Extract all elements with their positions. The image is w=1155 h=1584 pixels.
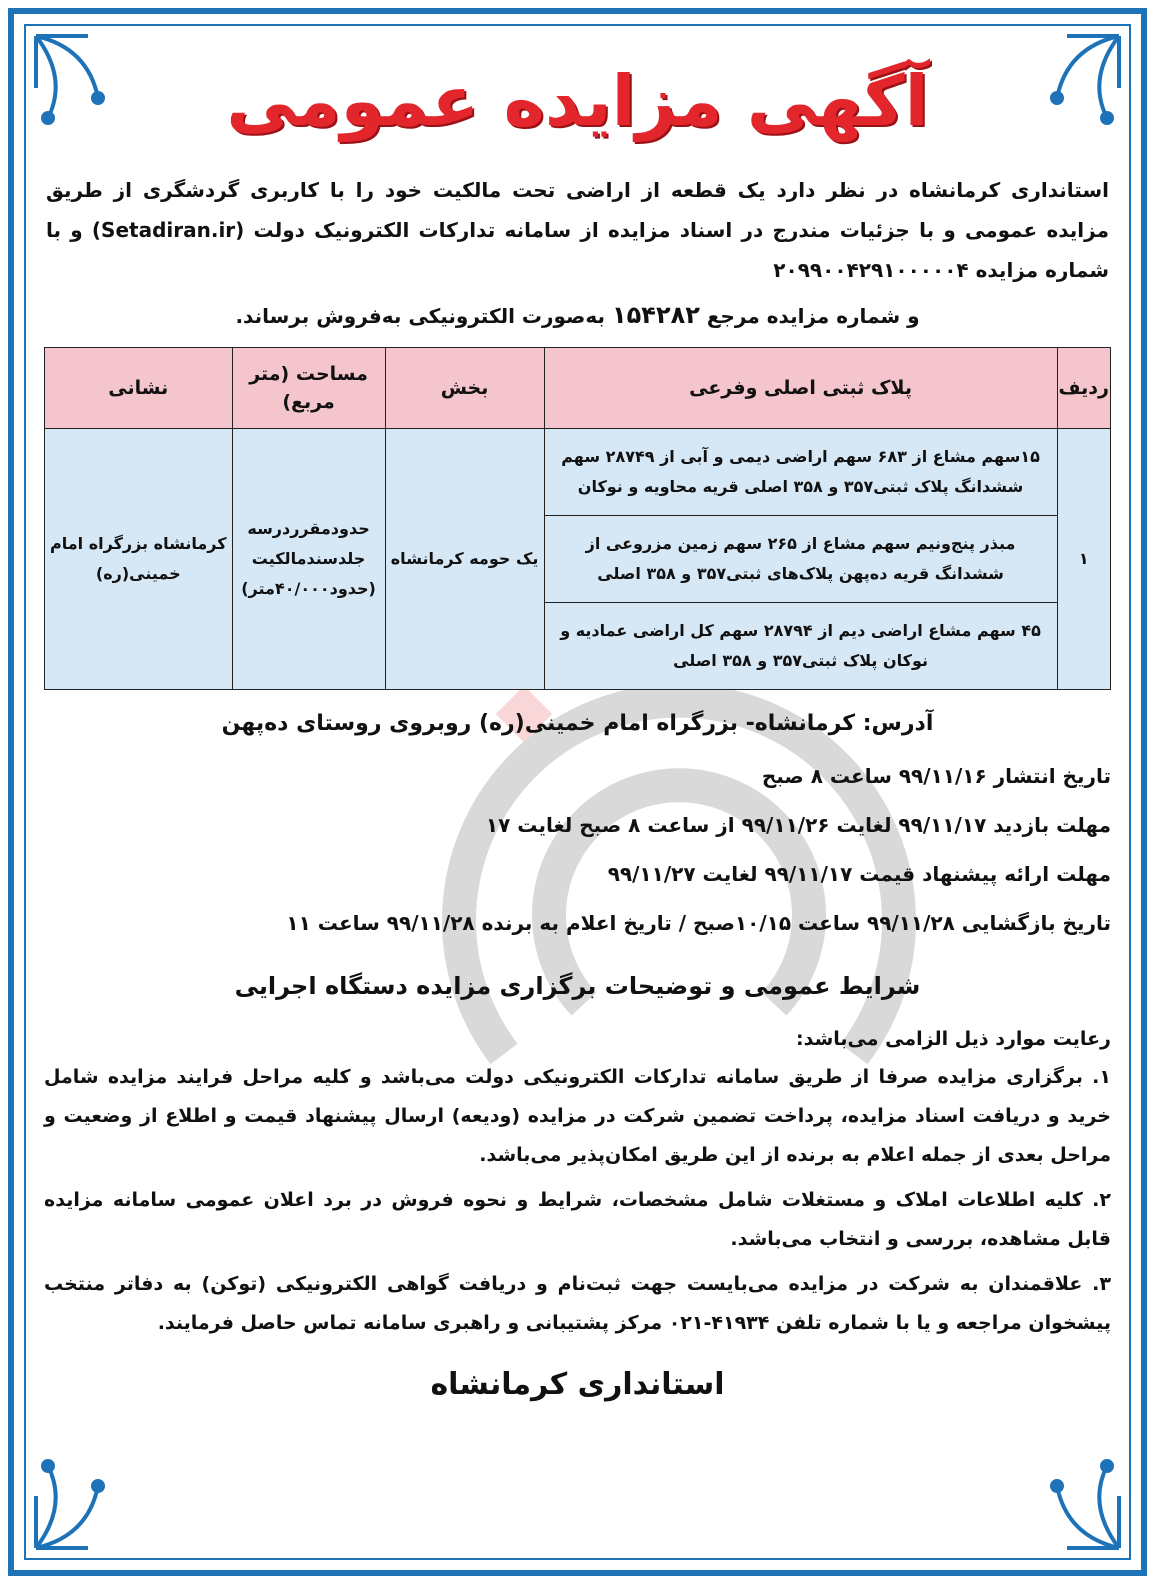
dates-list bbox=[44, 752, 1111, 948]
date-opening: تاریخ بازگشایی ۹۹/۱۱/۲۸ ساعت ۱۰/۱۵صبح / تاریخ اعلام به برنده ۹۹/۱۱/۲۸ ساعت ۱۱ bbox=[286, 911, 1111, 935]
header-section: بخش bbox=[385, 348, 544, 429]
cell-address: کرمانشاه بزرگراه امام خمینی(ره) bbox=[45, 429, 233, 690]
property-table bbox=[44, 347, 1111, 690]
header-address: نشانی bbox=[45, 348, 233, 429]
condition-item: ۲. کلیه اطلاعات املاک و مستغلات شامل مشخصات، شرایط و نحوه فروش در برد اعلان عمومی سامانه مزایده قابل مشاهده، بررسی و انتخاب می‌باشد. bbox=[44, 1189, 1111, 1250]
cell-area: حدودمقرردرسه جلدسندمالکیت (حدود۴۰/۰۰۰متر) bbox=[232, 429, 385, 690]
header-plate: پلاک ثبتی اصلی وفرعی bbox=[544, 348, 1057, 429]
header-row-number: ردیف bbox=[1057, 348, 1110, 429]
header-area: مساحت (متر مربع) bbox=[232, 348, 385, 429]
conditions-title: شرایط عمومی و توضیحات برگزاری مزایده دستگاه اجرایی bbox=[234, 972, 921, 1000]
reference-line bbox=[44, 298, 1111, 333]
conditions-intro: رعایت موارد ذیل الزامی می‌باشد: bbox=[796, 1028, 1111, 1050]
reference-number: ۱۵۴۲۸۲ bbox=[612, 301, 700, 329]
notice-frame bbox=[8, 8, 1147, 1576]
cell-section: یک حومه کرمانشاه bbox=[385, 429, 544, 690]
intro-paragraph: استانداری کرمانشاه در نظر دارد یک قطعه از اراضی تحت مالکیت خود را با کاربری گردشگری از طریق مزایده عمومی و با جزئیات مندرج در اسناد مزایده از سامانه تدارکات الکترونیک دولت (Setadiran.ir) و با شماره مزایده ۲۰۹۹۰۰۴۲۹۱۰۰۰۰۰۴ bbox=[46, 178, 1109, 282]
table-row bbox=[45, 429, 1111, 516]
cell-plate-3: ۴۵ سهم مشاع اراضی دیم از ۲۸۷۹۴ سهم کل اراضی عمادیه و نوکان پلاک ثبتی۳۵۷ و ۳۵۸ اصلی bbox=[544, 603, 1057, 690]
condition-item: ۳. علاقمندان به شرکت در مزایده می‌بایست جهت ثبت‌نام و دریافت گواهی الکترونیکی (توکن) به دفاتر منتخب پیشخوان مراجعه و یا با شماره تلفن ۴۱۹۳۴-۰۲۱ مرکز پشتیبانی و راهبری سامانه تماس حاصل فرمایند. bbox=[44, 1273, 1111, 1334]
condition-item: ۱. برگزاری مزایده صرفا از طریق سامانه تدارکات الکترونیکی دولت می‌باشد و کلیه مراحل فرایند مزایده شامل خرید و دریافت اسناد مزایده، پرداخت تضمین شرکت در مزایده (ودیعه) ارسال پیشنهاد قیمت و اطلاع از وضعیت و مراحل بعدی از جمله اعلام به برنده از این طریق امکان‌پذیر می‌باشد. bbox=[44, 1066, 1111, 1166]
notice-content bbox=[44, 42, 1111, 1542]
date-offer: مهلت ارائه پیشنهاد قیمت ۹۹/۱۱/۱۷ لغایت ۹۹/۱۱/۲۷ bbox=[607, 862, 1111, 886]
table-header-row bbox=[45, 348, 1111, 429]
reference-suffix: به‌صورت الکترونیکی به‌فروش برساند. bbox=[235, 304, 606, 328]
reference-label: و شماره مزایده مرجع bbox=[706, 304, 920, 328]
cell-row-number: ۱ bbox=[1057, 429, 1110, 690]
address-line: آدرس: کرمانشاه- بزرگراه امام خمینی(ره) روبروی روستای ده‌پهن bbox=[221, 711, 934, 736]
date-visit: مهلت بازدید ۹۹/۱۱/۱۷ لغایت ۹۹/۱۱/۲۶ از ساعت ۸ صبح لغایت ۱۷ bbox=[485, 813, 1111, 837]
signature: استانداری کرمانشاه bbox=[430, 1367, 725, 1402]
date-publish: تاریخ انتشار ۹۹/۱۱/۱۶ ساعت ۸ صبح bbox=[761, 764, 1111, 788]
cell-plate-2: مبذر پنج‌ونیم سهم مشاع از ۲۶۵ سهم زمین مزروعی از ششدانگ قریه ده‌پهن پلاک‌های ثبتی۳۵۷ و ۳۵۸ اصلی bbox=[544, 516, 1057, 603]
cell-plate-1: ۱۵سهم مشاع از ۶۸۳ سهم اراضی دیمی و آبی از ۲۸۷۴۹ سهم ششدانگ پلاک ثبتی۳۵۷ و ۳۵۸ اصلی قریه محاویه و نوکان bbox=[544, 429, 1057, 516]
notice-title: آگهی مزایده عمومی bbox=[226, 60, 929, 142]
